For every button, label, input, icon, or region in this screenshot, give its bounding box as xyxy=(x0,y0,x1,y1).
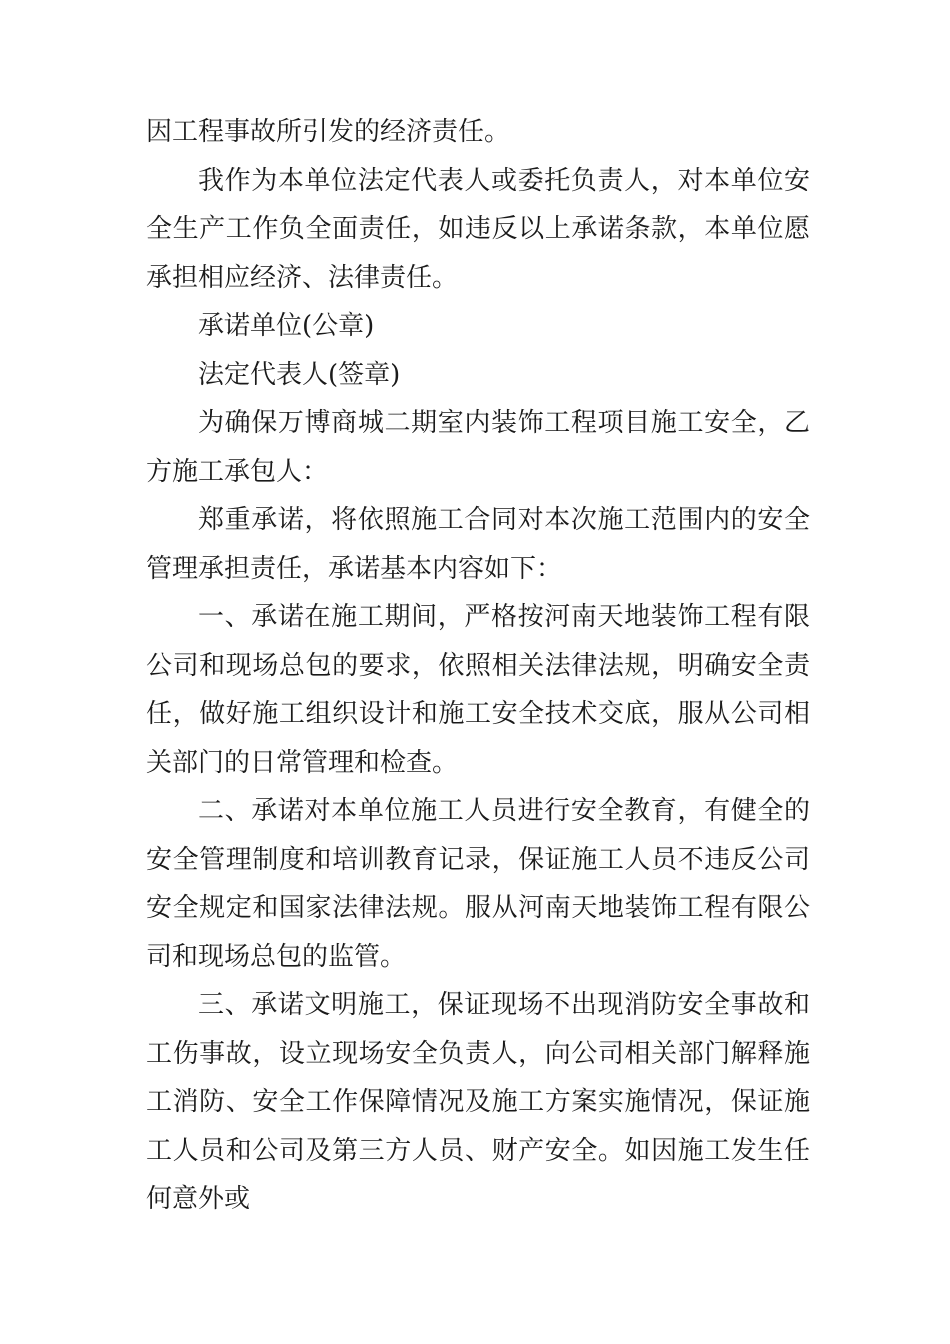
paragraph-item-two: 二、承诺对本单位施工人员进行安全教育，有健全的安全管理制度和培训教育记录，保证施工人员不违反公司安全规定和国家法律法规。服从河南天地装饰工程有限公司和现场总包的监管。 xyxy=(146,796,810,972)
paragraph-representative-responsibility: 我作为本单位法定代表人或委托负责人，对本单位安全生产工作负全面责任，如违反以上承诺条款，本单位愿承担相应经济、法律责任。 xyxy=(146,165,810,293)
paragraph-item-one: 一、承诺在施工期间，严格按河南天地装饰工程有限公司和现场总包的要求，依照相关法律法规，明确安全责任，做好施工组织设计和施工安全技术交底，服从公司相关部门的日常管理和检查。 xyxy=(146,602,810,778)
paragraph-item-three: 三、承诺文明施工，保证现场不出现消防安全事故和工伤事故，设立现场安全负责人，向公司相关部门解释施工消防、安全工作保障情况及施工方案实施情况，保证施工人员和公司及第三方人员、财产安全。如因施工发生任何意外或 xyxy=(146,990,810,1214)
paragraph-legal-representative-signature: 法定代表人(签章) xyxy=(198,359,401,390)
paragraph-project-intro: 为确保万博商城二期室内装饰工程项目施工安全，乙方施工承包人： xyxy=(146,408,810,487)
paragraph-continuation: 因工程事故所引发的经济责任。 xyxy=(146,117,511,147)
paragraph-solemn-commitment: 郑重承诺，将依照施工合同对本次施工范围内的安全管理承担责任，承诺基本内容如下： xyxy=(146,505,810,584)
paragraph-committing-unit-seal: 承诺单位(公章) xyxy=(198,311,375,341)
document-body xyxy=(146,108,810,1224)
